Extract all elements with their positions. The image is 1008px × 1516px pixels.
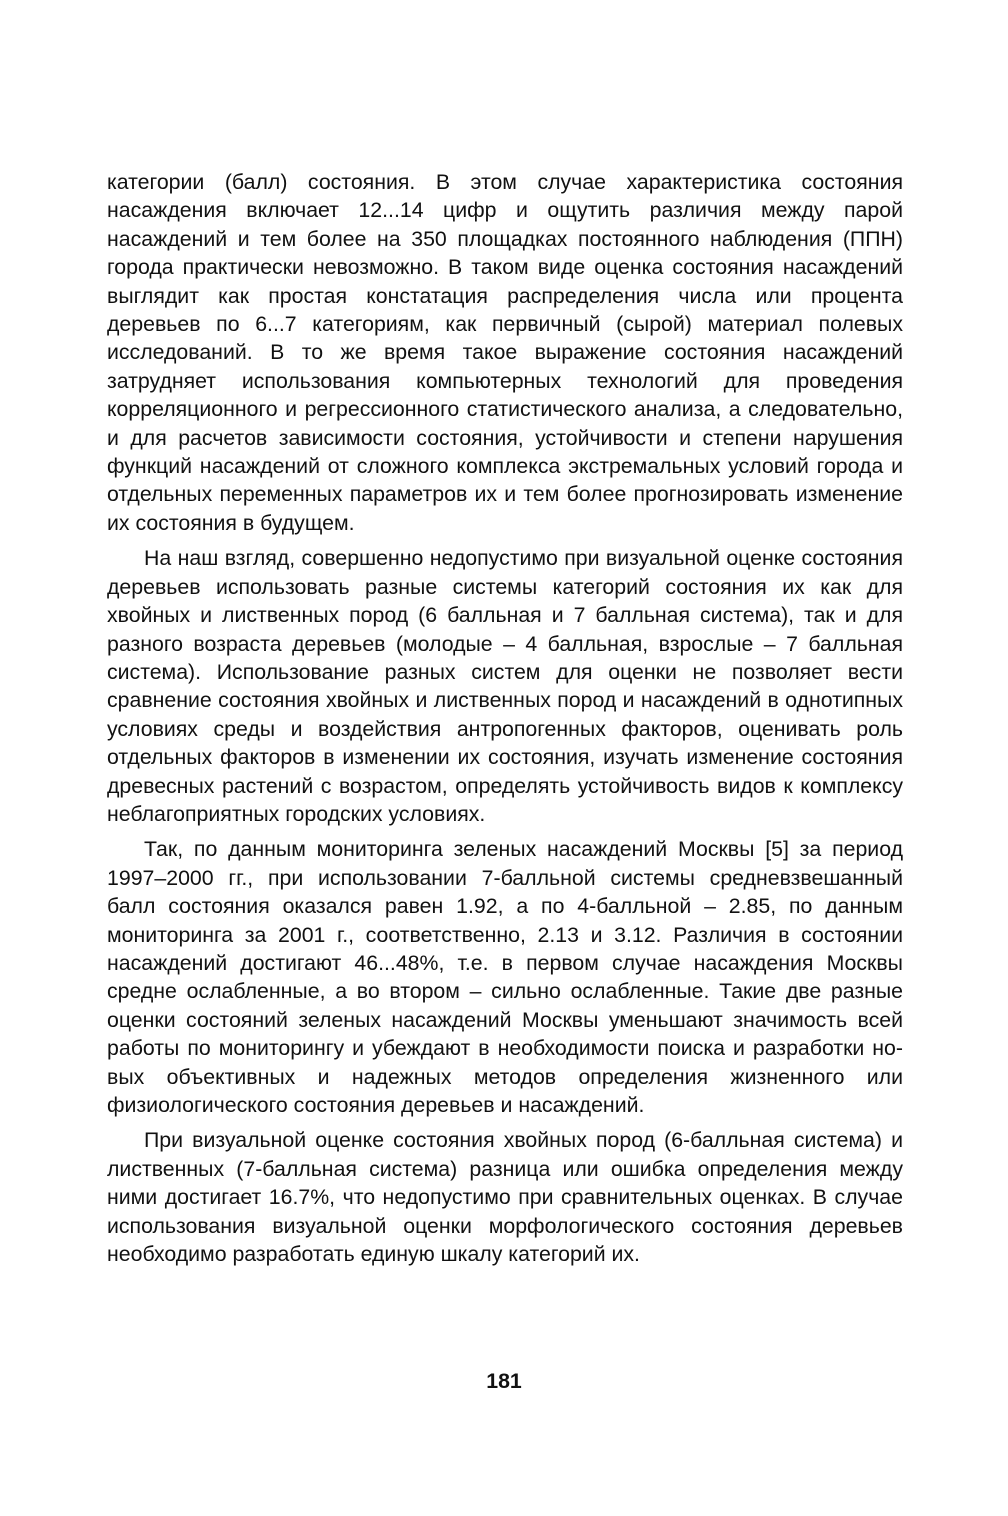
paragraph-moscow-monitoring: Так, по данным мониторинга зеленых насаждений Москвы [5] за период 1997–2000 гг., при использовании 7-балльной системы средневзвешанный балл состояния оказался равен 1.92, а по 4-балльной – 2.85, по данным мониторинга за 2001 г., соответственно, 2.13 и 3.12. Различия в состоянии насаждений достигают 46...48%, т.е. в первом случае насаждения Москвы средне ослабленные, а во втором – сильно ослабленные. Такие две разные оценки состояний зеленых насаждений Москвы уменьшают значимость всей работы по мониторингу и убеждают в необходимости поиска и разработки новых объективных и надежных методов определения жизненного или физиологического состояния деревьев и насаждений. xyxy=(107,837,903,1117)
page-number: 181 xyxy=(486,1369,522,1393)
paragraph-conclusion: При визуальной оценке состояния хвойных пород (6-балльная система) и лиственных (7-балльная система) разница или ошибка определения между ними достигает 16.7%, что недопустимо при сравнительных оценках. В случае использования визуальной оценки морфологического состояния деревьев необходимо разработать единую шкалу категорий их. xyxy=(107,1128,903,1267)
paragraph-visual-assessment: На наш взгляд, совершенно недопустимо при визуальной оценке состояния деревьев использовать разные системы категорий состояния их как для хвойных и лиственных пород (6 балльная и 7 балльная система), так и для разного возраста деревьев (молодые – 4 балльная, взрослые – 7 балльная система). Использование разных систем для оценки не позволяет вести сравнение состояния хвойных и лиственных пород и насаждений в однотипных условиях среды и воздействия антропогенных факторов, оценивать роль отдельных факторов в изменении их состояния, изучать изменение состояния древесных растений с возрастом, определять устойчивость видов к комплексу неблагоприятных городских условиях. xyxy=(107,546,903,826)
page-body xyxy=(107,168,903,1268)
paragraph-continuation: категории (балл) состояния. В этом случае характеристика состояния насаждения включает 12...14 цифр и ощутить различия между парой насаждений и тем более на 350 площадках постоянного наблюдения (ППН) города практически невозможно. В таком виде оценка состояния насаждений выглядит как простая констатация распределения числа или процента деревьев по 6...7 категориям, как первичный (сырой) материал полевых исследований. В то же время такое выражение состояния насаждений затрудняет использования компьютерных технологий для проведения корреляционного и регрессионного статистического анализа, а следовательно, и для расчетов зависимости состояния, устойчивости и степени нарушения функций насаждений от сложного комплекса экстремальных условий города и отдельных переменных параметров их и тем более прогнозировать изменение их состояния в будущем. xyxy=(107,170,903,535)
